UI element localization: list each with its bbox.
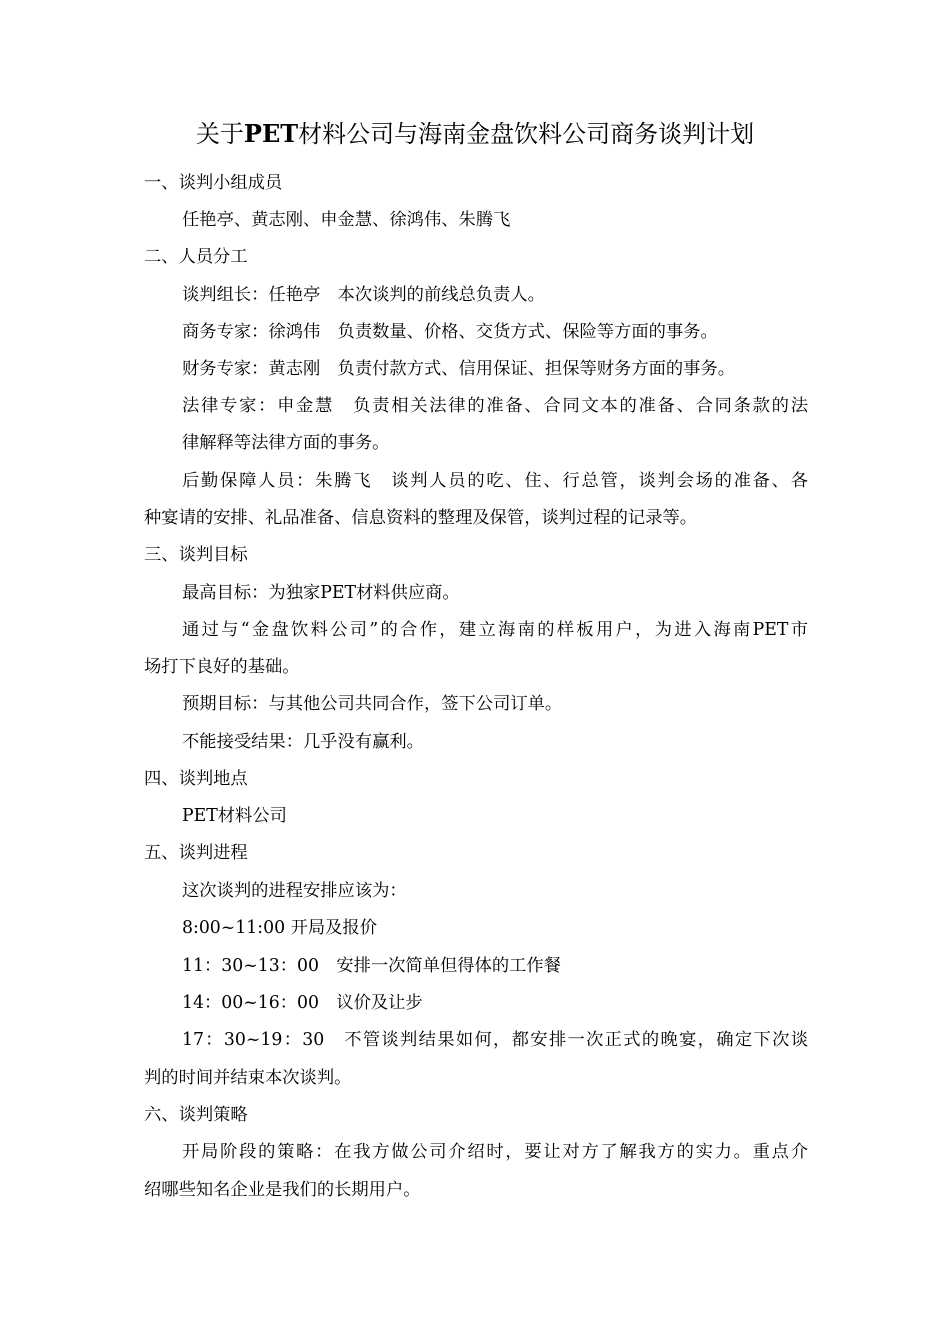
title-suffix: 材料公司与海南金盘饮料公司商务谈判计划: [298, 120, 755, 148]
section-heading: 四、谈判地点: [144, 769, 248, 789]
section-heading: 六、谈判策略: [144, 1105, 248, 1125]
paragraph-line: 判的时间并结束本次谈判。: [144, 1068, 352, 1088]
paragraph-line: 任艳亭、黄志刚、申金慧、徐鸿伟、朱腾飞: [182, 210, 511, 230]
paragraph-line: 最高目标：为独家PET材料供应商。: [182, 583, 460, 603]
schedule-line: 11：30~13：00 安排一次简单但得体的工作餐: [182, 956, 561, 976]
paragraph-line: 场打下良好的基础。: [144, 657, 300, 677]
paragraph-line: PET材料公司: [182, 806, 287, 826]
paragraph-line: 谈判组长：任艳亭 本次谈判的前线总负责人。: [182, 285, 545, 305]
paragraph-line: 不能接受结果：几乎没有赢利。: [182, 732, 424, 752]
section-heading: 三、谈判目标: [144, 545, 248, 565]
title-bold: PET: [243, 119, 299, 148]
paragraph-line: 律解释等法律方面的事务。: [182, 433, 390, 453]
schedule-line: 17：30~19：30 不管谈判结果如何，都安排一次正式的晚宴，确定下次谈: [182, 1030, 808, 1050]
section-heading: 五、谈判进程: [144, 843, 248, 863]
schedule-line: 14：00~16：00 议价及让步: [182, 993, 423, 1013]
paragraph-line: 种宴请的安排、礼品准备、信息资料的整理及保管，谈判过程的记录等。: [144, 508, 698, 528]
paragraph-line: 财务专家：黄志刚 负责付款方式、信用保证、担保等财务方面的事务。: [182, 359, 736, 379]
paragraph-line: 绍哪些知名企业是我们的长期用户。: [144, 1180, 421, 1200]
paragraph-line: 预期目标：与其他公司共同合作，签下公司订单。: [182, 694, 563, 714]
paragraph-line: 通过与“金盘饮料公司”的合作，建立海南的样板用户，为进入海南PET市: [182, 620, 808, 640]
section-heading: 二、人员分工: [144, 247, 248, 267]
section-heading: 一、谈判小组成员: [144, 173, 283, 193]
title-prefix: 关于: [195, 120, 244, 148]
schedule-line: 8:00~11:00 开局及报价: [182, 918, 377, 938]
paragraph-line: 法律专家：申金慧 负责相关法律的准备、合同文本的准备、合同条款的法: [182, 396, 808, 416]
paragraph-line: 后勤保障人员：朱腾飞 谈判人员的吃、住、行总管，谈判会场的准备、各: [182, 471, 808, 491]
paragraph-line: 商务专家：徐鸿伟 负责数量、价格、交货方式、保险等方面的事务。: [182, 322, 718, 342]
document-title: [0, 114, 950, 154]
paragraph-line: 开局阶段的策略：在我方做公司介绍时，要让对方了解我方的实力。重点介: [182, 1142, 808, 1162]
paragraph-line: 这次谈判的进程安排应该为：: [182, 881, 407, 901]
